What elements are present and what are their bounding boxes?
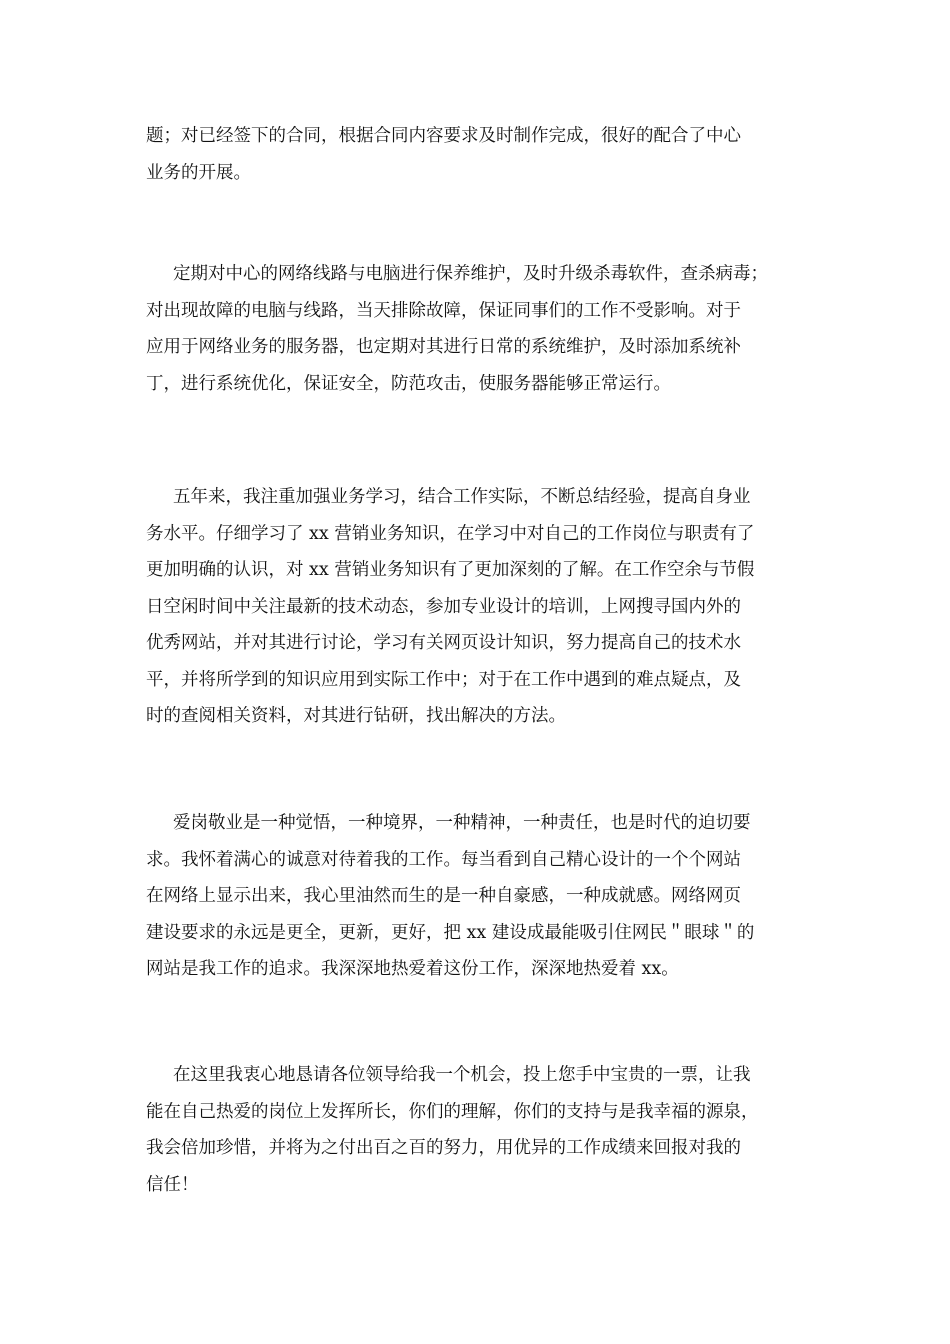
paragraph-5 [146,1057,826,1203]
text-line: 平，并将所学到的知识应用到实际工作中；对于在工作中遇到的难点疑点，及 [146,669,741,690]
text-line: 求。我怀着满心的诚意对待着我的工作。每当看到自己精心设计的一个个网站 [146,849,741,870]
text-line: 在网络上显示出来，我心里油然而生的是一种自豪感，一种成就感。网络网页 [146,886,741,906]
text-line: 定期对中心的网络线路与电脑进行保养维护，及时升级杀毒软件，查杀病毒； [173,264,768,284]
text-line: 信任！ [146,1174,199,1195]
text-line: 日空闲时间中关注最新的技术动态，参加专业设计的培训，上网搜寻国内外的 [146,596,741,617]
text-line: 时的查阅相关资料，对其进行钻研，找出解决的方法。 [146,706,566,726]
text-line: 业务的开展。 [146,162,251,183]
text-line: 对出现故障的电脑与线路，当天排除故障，保证同事们的工作不受影响。对于 [146,300,741,321]
text-line: 丁，进行系统优化，保证安全，防范攻击，使服务器能够正常运行。 [146,373,671,394]
text-line: 更加明确的认识，对 xx 营销业务知识有了更加深刻的了解。在工作空余与节假 [146,560,755,580]
text-line: 题；对已经签下的合同，根据合同内容要求及时制作完成，很好的配合了中心 [146,126,741,146]
text-line: 在这里我衷心地恳请各位领导给我一个机会，投上您手中宝贵的一票，让我 [173,1065,751,1085]
text-line: 我会倍加珍惜，并将为之付出百之百的努力，用优异的工作成绩来回报对我的 [146,1138,741,1158]
paragraph-3 [146,479,826,735]
text-line: 能在自己热爱的岗位上发挥所长，你们的理解，你们的支持与是我幸福的源泉， [146,1101,759,1122]
text-line: 务水平。仔细学习了 xx 营销业务知识，在学习中对自己的工作岗位与职责有了 [146,523,755,544]
paragraph-4 [146,805,826,988]
text-line: 爱岗敬业是一种觉悟，一种境界，一种精神，一种责任，也是时代的迫切要 [173,813,751,833]
text-line: 优秀网站，并对其进行讨论，学习有关网页设计知识，努力提高自己的技术水 [146,633,741,653]
text-line: 应用于网络业务的服务器，也定期对其进行日常的系统维护，及时添加系统补 [146,337,741,357]
text-line: 网站是我工作的追求。我深深地热爱着这份工作，深深地热爱着 xx。 [146,959,679,979]
text-line: 五年来，我注重加强业务学习，结合工作实际，不断总结经验，提高自身业 [173,487,751,507]
paragraph-1 [146,118,826,191]
text-line: 建设要求的永远是更全，更新，更好，把 xx 建设成最能吸引住网民＂眼球＂的 [146,922,755,943]
paragraph-2 [146,256,826,402]
